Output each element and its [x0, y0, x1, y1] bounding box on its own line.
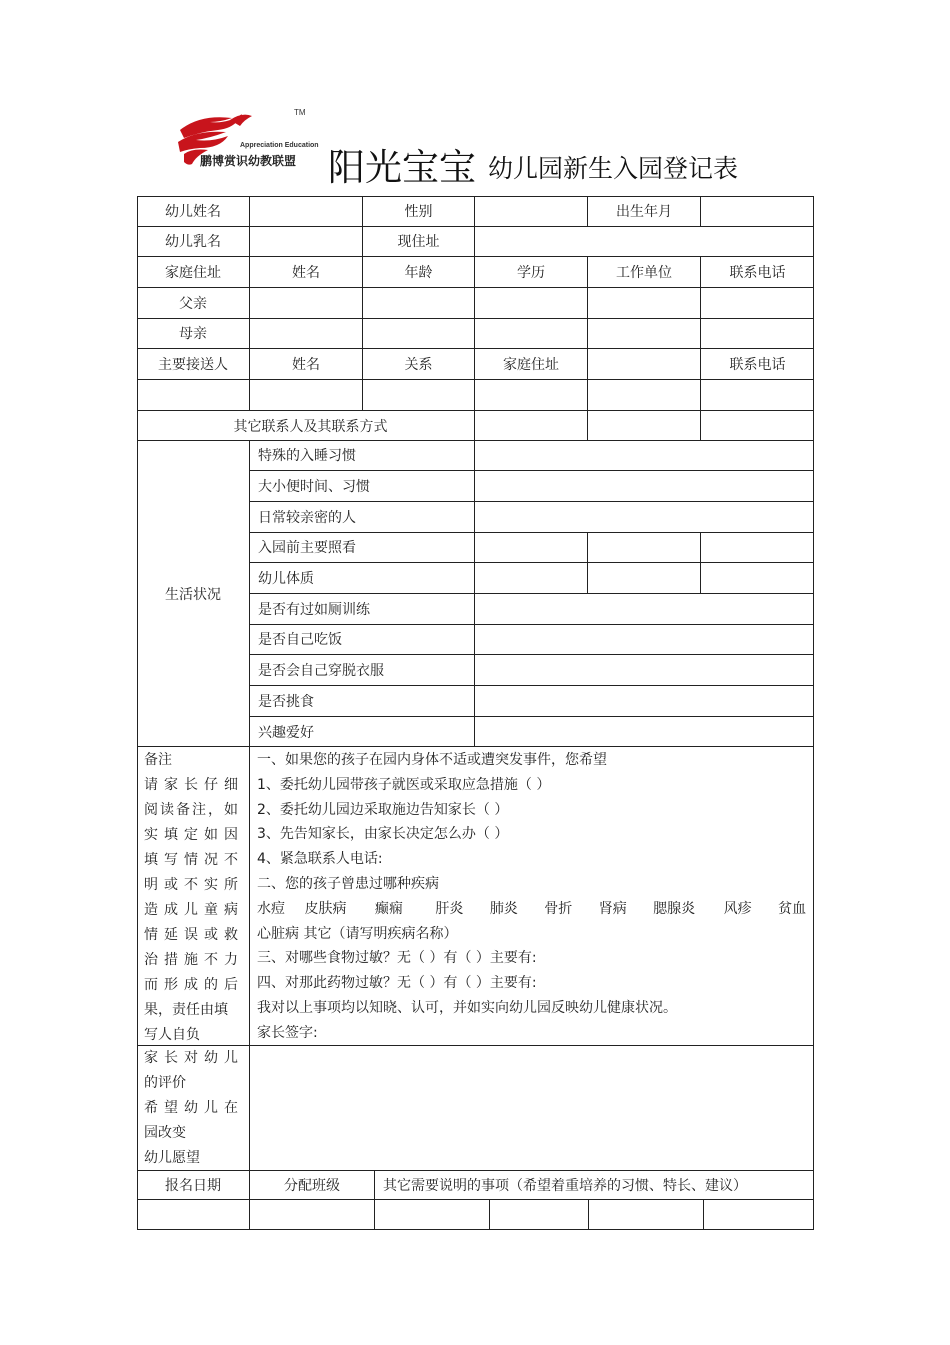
father-name-field[interactable]	[250, 288, 362, 318]
child-name-field[interactable]	[250, 197, 362, 226]
nickname-field[interactable]	[250, 227, 362, 256]
notes-line: 1、委托幼儿园带孩子就医或采取应急措施（ ）	[257, 776, 551, 793]
life-item-label: 兴趣爱好	[258, 724, 314, 741]
life-item-label: 幼儿体质	[258, 570, 314, 587]
life-item-label: 是否有过如厕训练	[258, 601, 370, 618]
life-item-field[interactable]	[475, 594, 813, 624]
evaluation-field[interactable]	[250, 1046, 813, 1170]
notes-content	[257, 748, 814, 1046]
parent-work-unit-header: 工作单位	[616, 264, 672, 281]
other-notes-field[interactable]	[589, 1200, 703, 1229]
parent-signature-label: 家长签字:	[257, 1024, 318, 1041]
family-address-label: 家庭住址	[165, 264, 221, 281]
life-item-label: 是否挑食	[258, 693, 314, 710]
notes-disclaimer-line: 填写情况不	[144, 852, 238, 868]
disease-item: 骨折	[544, 900, 573, 917]
nickname-label: 幼儿乳名	[165, 234, 221, 250]
notes-disclaimer	[144, 748, 238, 1048]
assigned-class-field[interactable]	[250, 1200, 374, 1229]
notes-line: 心脏病 其它（请写明疾病名称）	[257, 925, 458, 942]
disease-item: 水痘	[257, 900, 285, 917]
life-item-field[interactable]	[475, 441, 813, 470]
father-age-field[interactable]	[363, 288, 474, 318]
life-status-label: 生活状况	[165, 586, 221, 603]
disease-item: 肾病	[598, 900, 627, 917]
evaluation-label-line: 希望幼儿在	[144, 1100, 238, 1116]
life-item-field[interactable]	[588, 533, 700, 562]
life-status-section	[137, 440, 814, 747]
notes-line: 2、委托幼儿园边采取施边告知家长（ ）	[257, 801, 509, 818]
family-info-section	[137, 196, 814, 441]
notes-disclaimer-line: 阅读备注，如	[144, 802, 238, 818]
notes-disclaimer-line: 明或不实所	[144, 877, 238, 893]
disease-list	[257, 897, 814, 922]
mother-age-field[interactable]	[363, 319, 474, 348]
birth-date-label: 出生年月	[616, 204, 672, 220]
pickup-address-extra-field[interactable]	[588, 349, 700, 379]
registration-date-label: 报名日期	[165, 1177, 221, 1194]
life-item-field[interactable]	[475, 686, 813, 716]
life-item-label: 大小便时间、习惯	[258, 478, 370, 495]
evaluation-label	[144, 1046, 238, 1171]
disease-item: 皮肤病	[304, 900, 347, 917]
mother-education-field[interactable]	[475, 319, 587, 348]
father-label: 父亲	[179, 295, 207, 312]
notes-section	[137, 746, 814, 1046]
notes-line: 三、对哪些食物过敏？无（ ）有（ ）主要有:	[257, 950, 537, 967]
disease-item: 贫血	[778, 900, 807, 917]
pickup-name-field[interactable]	[250, 380, 362, 410]
registration-form	[137, 196, 814, 1230]
parent-name-header: 姓名	[292, 264, 320, 281]
notes-disclaimer-line: 写人自负	[144, 1027, 200, 1043]
logo-chinese-name: 鹏博赏识幼教联盟	[200, 154, 297, 168]
life-item-field[interactable]	[475, 533, 587, 562]
life-item-field[interactable]	[475, 655, 813, 685]
mother-phone-field[interactable]	[701, 319, 813, 348]
pickup-address-header: 家庭住址	[503, 356, 559, 373]
notes-disclaimer-line: 造成儿童病	[144, 902, 238, 918]
notes-disclaimer-line: 备注	[144, 752, 172, 768]
notes-line: 我对以上事项均以知晓、认可，并如实向幼儿园反映幼儿健康状况。	[257, 999, 677, 1016]
page-title: 幼儿园新生入园登记表	[488, 154, 739, 183]
disease-item: 肝炎	[435, 900, 464, 917]
logo	[170, 108, 320, 170]
other-contact-field-1[interactable]	[475, 411, 587, 440]
life-item-field[interactable]	[701, 533, 813, 562]
disease-item: 腮腺炎	[653, 900, 696, 917]
child-name-label: 幼儿姓名	[165, 204, 221, 220]
life-item-field[interactable]	[475, 563, 587, 593]
father-phone-field[interactable]	[701, 288, 813, 318]
notes-disclaimer-line: 情延误或救	[144, 927, 238, 943]
life-item-field[interactable]	[588, 563, 700, 593]
other-notes-field[interactable]	[375, 1200, 489, 1229]
current-address-field[interactable]	[475, 227, 813, 256]
mother-name-field[interactable]	[250, 319, 362, 348]
pickup-relation-field[interactable]	[363, 380, 474, 410]
assigned-class-label: 分配班级	[284, 1177, 340, 1194]
notes-line: 一、如果您的孩子在园内身体不适或遭突发事件，您希望	[257, 752, 607, 768]
notes-disclaimer-line: 果，责任由填	[144, 1002, 228, 1018]
current-address-label: 现住址	[397, 234, 440, 250]
other-contacts-label: 其它联系人及其联系方式	[233, 418, 388, 435]
life-item-field[interactable]	[475, 717, 813, 746]
other-notes-field[interactable]	[490, 1200, 588, 1229]
pickup-person-field[interactable]	[138, 380, 249, 410]
disease-item: 肺炎	[489, 900, 518, 917]
other-notes-field[interactable]	[704, 1200, 813, 1229]
gender-label: 性别	[404, 204, 433, 220]
life-item-field[interactable]	[475, 471, 813, 501]
notes-line: 4、紧急联系人电话:	[257, 851, 383, 868]
pickup-phone-header: 联系电话	[729, 356, 786, 373]
notes-line: 3、先告知家长，由家长决定怎么办（ ）	[257, 826, 509, 843]
evaluation-section	[137, 1045, 814, 1171]
life-item-field[interactable]	[475, 502, 813, 532]
notes-disclaimer-line: 请家长仔细	[144, 777, 238, 793]
logo-english-name: Appreciation Education	[240, 142, 319, 149]
gender-field[interactable]	[475, 197, 587, 226]
pickup-address-field[interactable]	[475, 380, 587, 410]
registration-footer-section	[137, 1170, 814, 1230]
notes-disclaimer-line: 治措施不力	[144, 952, 238, 968]
pickup-name-header: 姓名	[292, 356, 320, 373]
parent-phone-header: 联系电话	[729, 264, 786, 281]
life-item-label: 是否自己吃饭	[258, 632, 342, 648]
life-item-label: 是否会自己穿脱衣服	[258, 662, 384, 679]
mother-work-unit-field[interactable]	[588, 319, 700, 348]
parent-age-header: 年龄	[404, 264, 433, 281]
other-contact-field-3[interactable]	[701, 411, 813, 440]
life-item-field[interactable]	[701, 563, 813, 593]
evaluation-label-line: 家长对幼儿	[144, 1050, 238, 1066]
life-item-label: 日常较亲密的人	[258, 509, 356, 526]
other-contact-field-2[interactable]	[588, 411, 700, 440]
mother-label: 母亲	[179, 326, 207, 342]
logo-trademark: TM	[294, 108, 306, 117]
pickup-person-label: 主要接送人	[158, 356, 228, 373]
other-notes-label: 其它需要说明的事项（希望着重培养的习惯、特长、建议）	[383, 1177, 747, 1194]
notes-line: 四、对那此药物过敏？无（ ）有（ ）主要有:	[257, 975, 537, 992]
life-item-label: 特殊的入睡习惯	[258, 448, 356, 464]
father-work-unit-field[interactable]	[588, 288, 700, 318]
notes-disclaimer-line: 而形成的后	[144, 977, 238, 993]
page-title-brand: 阳光宝宝	[328, 146, 476, 189]
life-item-field[interactable]	[475, 625, 813, 654]
birth-date-field[interactable]	[701, 197, 813, 226]
evaluation-label-line: 的评价	[144, 1075, 186, 1091]
notes-line: 二、您的孩子曾患过哪种疾病	[257, 875, 439, 892]
disease-item: 风疹	[723, 900, 752, 917]
parent-education-header: 学历	[517, 264, 545, 281]
disease-item: 癫痫	[374, 900, 403, 917]
pickup-phone-field[interactable]	[701, 380, 813, 410]
registration-date-field[interactable]	[138, 1200, 249, 1229]
pickup-address-extra-field-2[interactable]	[588, 380, 700, 410]
pickup-relation-header: 关系	[404, 356, 433, 373]
notes-disclaimer-line: 实填定如因	[144, 827, 238, 843]
life-item-label: 入园前主要照看	[258, 540, 356, 556]
evaluation-label-line: 园改变	[144, 1125, 186, 1141]
father-education-field[interactable]	[475, 288, 587, 318]
evaluation-label-line: 幼儿愿望	[144, 1150, 200, 1166]
